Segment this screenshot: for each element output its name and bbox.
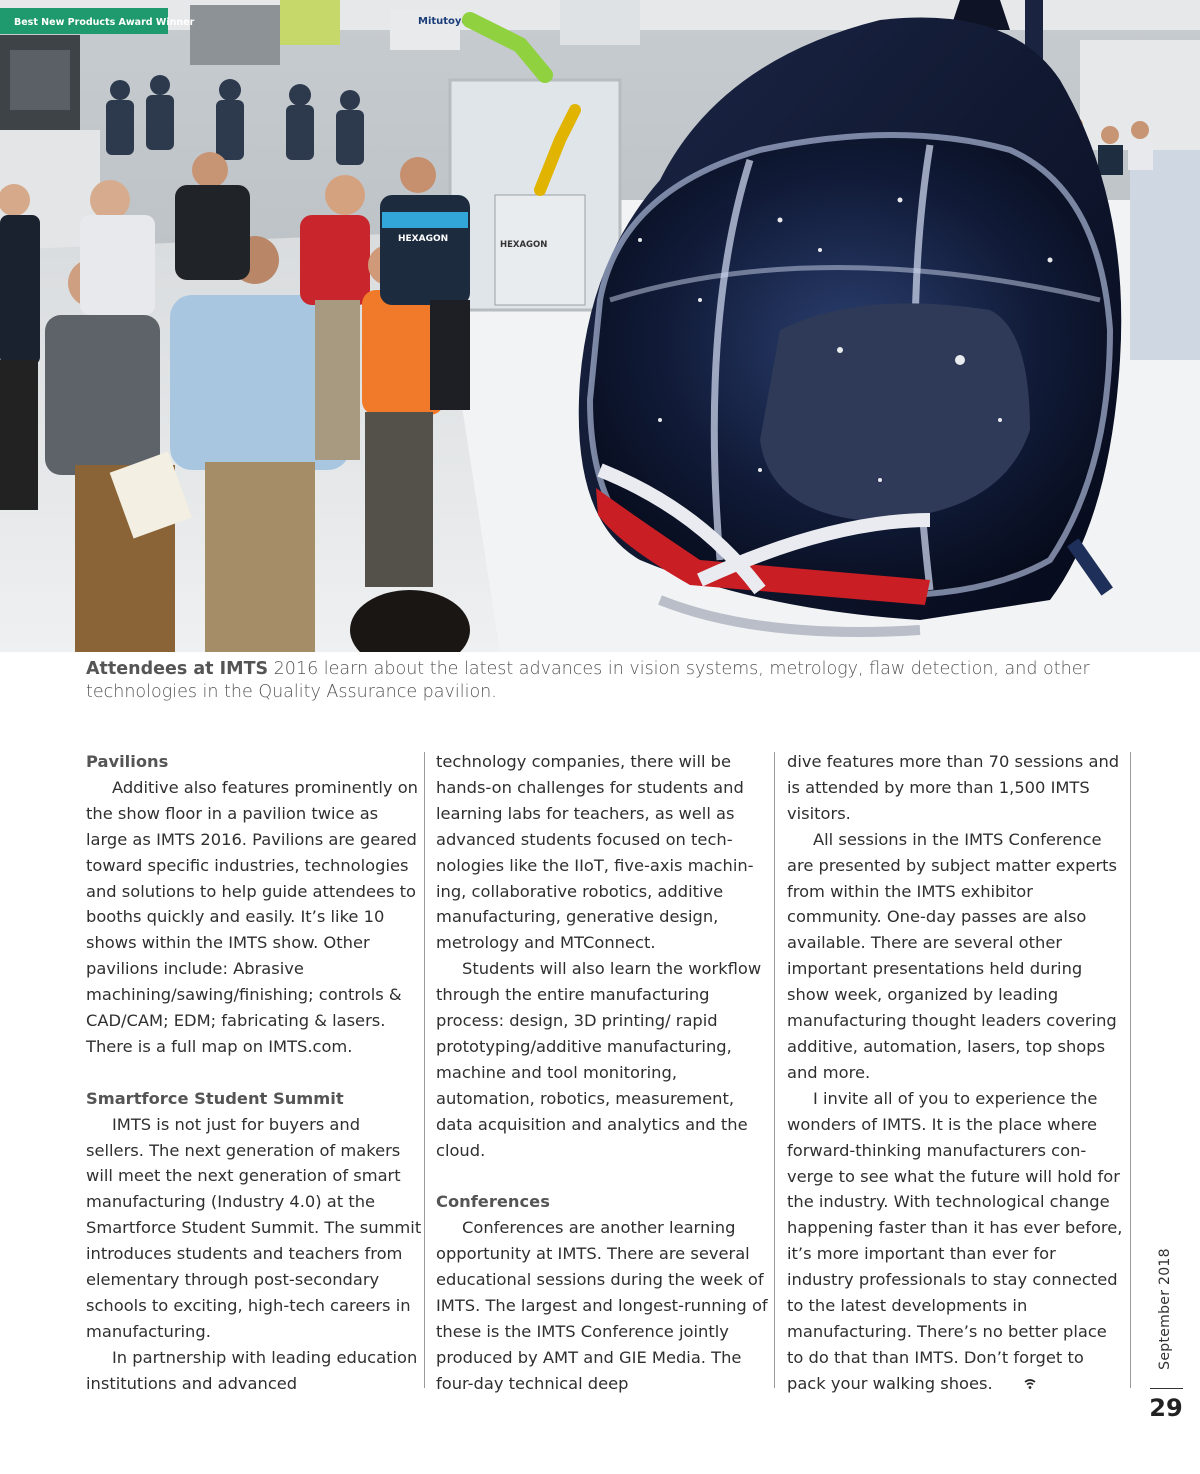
award-banner-text: Best New Products Award Winner: [14, 17, 195, 28]
caption-body: 2016 learn about the latest advances in vision systems, metrology, flaw detection, and other technologies in the Quality Assurance pavilion.: [86, 659, 1090, 702]
hero-photo: [0, 0, 1200, 652]
issue-date-text: September 2018: [1157, 1248, 1173, 1370]
paragraph-invitation: [787, 1086, 1123, 1398]
article-column-2: [436, 749, 772, 1397]
paragraph-student-summit: IMTS is not just for buyers and sellers. The next generation of makers will meet the next generation of smart manufacturing (Industry 4.0) at the Smartforce Student Summit. The summit introduces students and teachers from elementary through post-secondary schools to exciting, high-tech careers in manufacturing.: [86, 1114, 422, 1341]
paragraph-workflow: Students will also learn the workflow through the entire manufacturing process: design, 3D printing/ rapid prototyping/additive manufacturing, machine and tool monitoring, automation, robotics, measurement, data acquisition and analytics and the cloud.: [436, 959, 762, 1160]
trade-show-illustration: [0, 0, 1200, 652]
paragraph-partnership: In partnership with leading education institutions and advanced: [86, 1347, 418, 1393]
column-rule-middle: [774, 752, 775, 1388]
page-number: 29: [1149, 1394, 1183, 1422]
article-column-3: [787, 749, 1123, 1398]
column-rule-left: [424, 752, 425, 1388]
invitation-text: I invite all of you to experience the wonders of IMTS. It is the place where forward-thinking manufacturers converge to see what the future will hold for the industry. With technological change happening faster than it has ever before, it’s more important than ever for industry professionals to stay connected to the latest developments in manufacturing. There’s no better place to do that than IMTS. Don’t forget to pack your walking shoes.: [787, 1088, 1123, 1393]
column-rule-right: [1130, 752, 1131, 1388]
heading-pavilions: Pavilions: [86, 752, 169, 771]
booth-logo-text: HEXAGON: [500, 240, 548, 250]
heading-conferences: Conferences: [436, 1192, 550, 1212]
folio-rule: [1150, 1388, 1183, 1389]
article-column-1: [86, 749, 422, 1397]
shirt-logo-text: HEXAGON: [398, 234, 449, 244]
paragraph-dive-features: dive features more than 70 sessions and is attended by more than 1,500 IMTS visitors.: [787, 752, 1120, 823]
paragraph-sessions: All sessions in the IMTS Conference are presented by subject matter experts from within the IMTS exhibitor community. One-day passes are also available. There are several other important presentations held during show week, organized by leading manufacturing thought leaders covering additive, automation, lasers, top shops and more.: [787, 829, 1118, 1082]
caption-lead: Attendees at IMTS: [86, 659, 269, 679]
paragraph-technology-companies: technology companies, there will be hands-on challenges for students and learning labs for teachers, as well as advanced students focused on technologies like the IIoT, five-axis machining, collaborative robotics, additive manufacturing, generative design, metrology and MTConnect.: [436, 752, 754, 953]
booth-sign-text: Mitutoyo: [418, 16, 469, 27]
issue-date: [1150, 1244, 1180, 1374]
heading-student-summit: Smartforce Student Summit: [86, 1088, 344, 1108]
paragraph-conferences: Conferences are another learning opportunity at IMTS. There are several educational sessions during the week of IMTS. The largest and longest-running of these is the IMTS Conference jointly produced by AMT and GIE Media. The four-day technical deep: [436, 1218, 768, 1393]
wifi-end-icon: [998, 1372, 1036, 1398]
paragraph-pavilions: Additive also features prominently on the show floor in a pavilion twice as large as IMTS 2016. Pavilions are geared toward specific industries, technologies and solutions to help guide attendees to booths quickly and easily. It’s like 10 shows within the IMTS show. Other pavilions include: Abrasive machining/sawing/finishing; controls & CAD/CAM; EDM; fabricating & lasers. There is a full map on IMTS.com.: [86, 777, 419, 1056]
photo-caption: [86, 658, 1146, 704]
